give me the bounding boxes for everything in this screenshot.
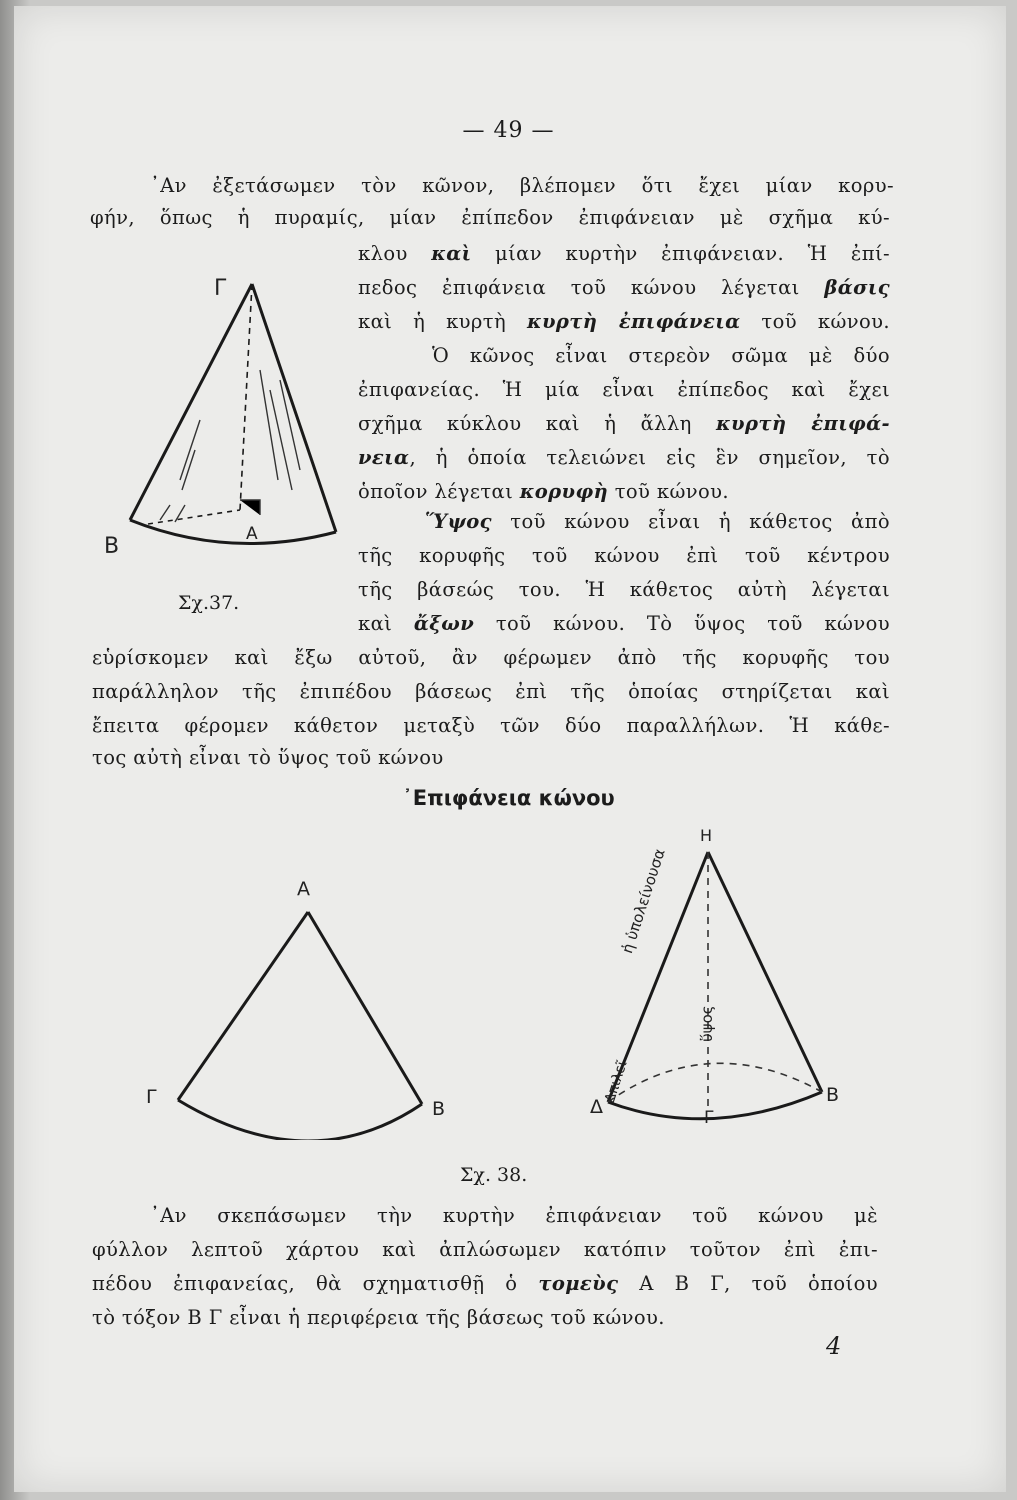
figure-38-sector: [160, 900, 460, 1140]
text-line: ἔπειτα φέρομεν κάθετον μεταξὺ τῶν δύο παραλλήλων. Ἡ κάθε-: [92, 714, 890, 737]
page-number: — 49 —: [462, 118, 555, 143]
text-line: ἐπιφανείας. Ἡ μία εἶναι ἐπίπεδος καὶ ἔχει: [358, 378, 890, 401]
text-line: ᾽Αν σκεπάσωμεν τὴν κυρτὴν ἐπιφάνειαν τοῦ κώνου μὲ: [150, 1204, 878, 1227]
text-line: τος αὐτὴ εἶναι τὸ ὕψος τοῦ κώνου: [92, 746, 444, 769]
text-line: τὸ τόξον Β Γ εἶναι ἡ περιφέρεια τῆς βάσεως τοῦ κώνου.: [92, 1306, 665, 1329]
text-line: Ὁ κῶνος εἶναι στερεὸν σῶμα μὲ δύο: [432, 344, 890, 367]
fig37-label-b: Β: [104, 534, 120, 559]
text-line: σχῆμα κύκλου καὶ ἡ ἄλλη κυρτὴ ἐπιφά-: [358, 412, 890, 435]
sector-apex-label: Α: [297, 878, 310, 900]
cone-label-g: Γ: [704, 1108, 714, 1128]
section-heading: ᾽Επιφάνεια κώνου: [402, 786, 615, 810]
fig37-label-a: Α: [246, 524, 258, 544]
text-line: ὁποῖον λέγεται κορυφὴ τοῦ κώνου.: [358, 480, 730, 503]
sector-label-g: Γ: [146, 1086, 157, 1108]
text-line: φήν, ὅπως ἡ πυραμίς, μίαν ἐπίπεδον ἐπιφάνειαν μὲ σχῆμα κύ-: [90, 206, 890, 229]
text-line: ᾽Αν ἐξετάσωμεν τὸν κῶνον, βλέπομεν ὅτι ἔχει μίαν κορυ-: [150, 174, 894, 197]
text-line: κλου καὶ μίαν κυρτὴν ἐπιφάνειαν. Ἡ ἐπί-: [358, 242, 891, 265]
cone-label-b: Β: [826, 1084, 840, 1106]
sector-label-b: Β: [432, 1098, 446, 1120]
text-line: καὶ ἡ κυρτὴ κυρτὴ ἐπιφάνεια τοῦ κώνου.: [358, 310, 891, 333]
text-line: νεια, ἡ ὁποία τελειώνει εἰς ἓν σημεῖον, τὸ: [358, 446, 890, 469]
text-line: τῆς βάσεώς του. Ἡ κάθετος αὐτὴ λέγεται: [358, 578, 890, 601]
height-label: ὕψος: [698, 1005, 716, 1042]
signature-mark: 4: [826, 1332, 842, 1360]
text-line: φύλλον λεπτοῦ χάρτου καὶ ἀπλώσωμεν κατόπιν τοῦτον ἐπὶ ἐπι-: [92, 1238, 878, 1261]
text-line: Ὕψος τοῦ κώνου εἶναι ἡ κάθετος ἀπὸ: [425, 510, 890, 533]
cone-apex-label: Η: [700, 826, 713, 845]
fig37-apex-label: Γ: [214, 276, 227, 301]
text-line: τῆς κορυφῆς τοῦ κώνου ἐπὶ τοῦ κέντρου: [358, 544, 890, 567]
text-line: εὑρίσκομεν καὶ ἔξω αὐτοῦ, ἂν φέρωμεν ἀπὸ τῆς κορυφῆς του: [92, 646, 890, 669]
cone-label-d: Δ: [590, 1096, 603, 1118]
text-line: καὶ ἄξων τοῦ κώνου. Τὸ ὕψος τοῦ κώνου: [358, 612, 890, 635]
ruler-label: Δπιλεῖ: [602, 1058, 631, 1105]
text-line: πεδος ἐπιφάνεια τοῦ κώνου λέγεται βάσις: [358, 276, 890, 299]
figure-37-cone: [100, 270, 350, 570]
text-line: παράλληλον τῆς ἐπιπέδου βάσεως ἐπὶ τῆς ὁποίας στηρίζεται καὶ: [92, 680, 890, 703]
fig37-caption: Σχ.37.: [178, 592, 240, 614]
text-line: πέδου ἐπιφανείας, θὰ σχηματισθῇ ὁ τομεὺς Α Β Γ, τοῦ ὁποίου: [92, 1272, 878, 1295]
generatrix-label: ἡ ὑπολείνουσα: [618, 846, 669, 956]
fig38-caption: Σχ. 38.: [460, 1164, 528, 1186]
